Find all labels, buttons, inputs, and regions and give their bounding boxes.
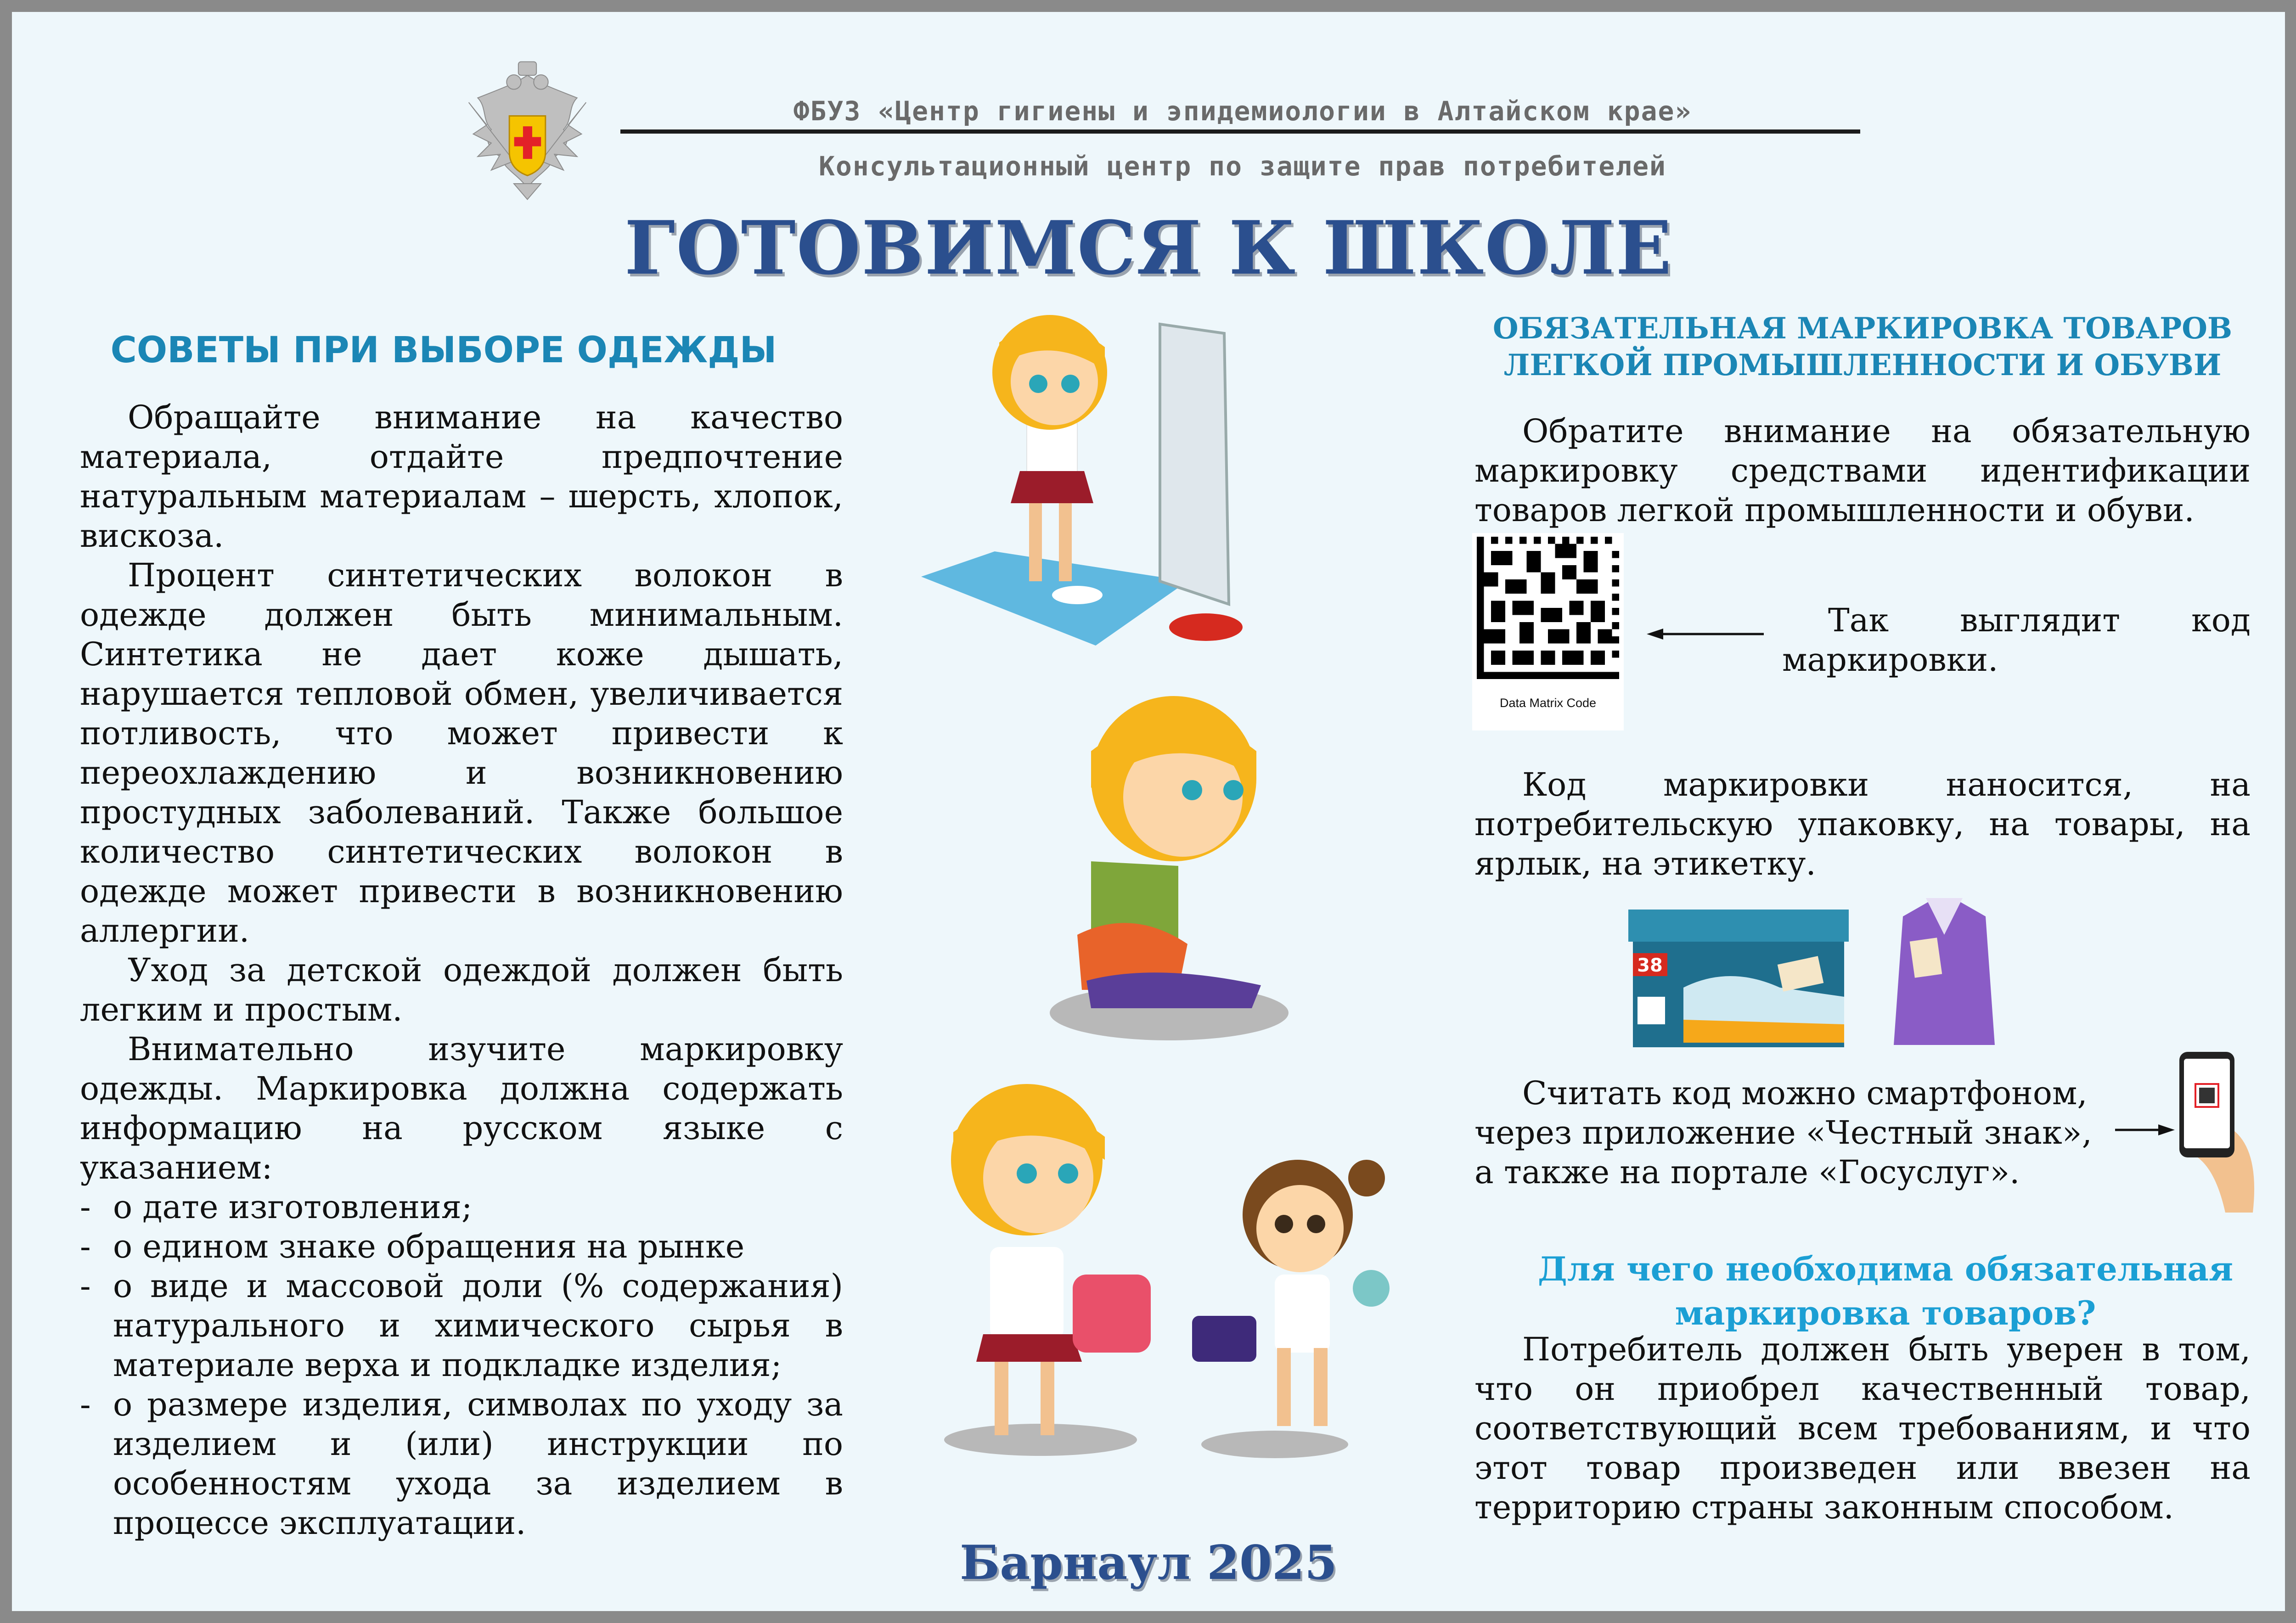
shoe-box-illustration — [1628, 910, 1851, 1052]
label-info-list — [80, 1187, 843, 1543]
smartphone-icon — [2170, 1052, 2262, 1213]
girl-mirror-illustration — [912, 306, 1344, 673]
right-section-heading: ОБЯЗАТЕЛЬНАЯ МАРКИРОВКА ТОВАРОВ ЛЕГКОЙ ПРОМЫШЛЕННОСТИ И ОБУВИ — [1492, 311, 2233, 382]
scan-info-text: Считать код можно смартфоном, через приложение «Честный знак», а также на портале «Госуслуг». — [1474, 1074, 2092, 1191]
arrow-left-icon — [1647, 627, 1764, 641]
list-item: - о размере изделия, символах по уходу за изделием и (или) инструкции по особенностям ухода за изделием в процессе эксплуатации. — [80, 1386, 843, 1542]
left-paragraph: Уход за детской одеждой должен быть легким и простым. — [80, 951, 843, 1028]
boy-shoes-illustration — [1041, 687, 1298, 1045]
box-size-label: 38 — [1637, 955, 1663, 976]
organization-name: ФБУЗ «Центр гигиены и эпидемиологии в Алтайском крае» — [793, 95, 1692, 127]
left-section-heading: СОВЕТЫ ПРИ ВЫБОРЕ ОДЕЖДЫ — [110, 330, 777, 371]
right-paragraph: Обратите внимание на обязательную маркировку средствами идентификации товаров легкой промышленности и обуви. — [1474, 412, 2251, 529]
why-subheading: Для чего необходима обязательная маркировка товаров? — [1537, 1249, 2234, 1332]
page-title: ГОТОВИМСЯ К ШКОЛЕ — [624, 205, 1673, 291]
organization-subtitle: Консультационный центр по защите прав потребителей — [819, 151, 1666, 182]
girls-backpack-illustration — [935, 1077, 1412, 1463]
list-item: - о едином знаке обращения на рынке — [80, 1228, 745, 1265]
list-item: - о дате изготовления; — [80, 1188, 473, 1226]
list-item: - о виде и массовой доли (% содержания) натурального и химического сырья в материале верха и подкладке изделия; — [80, 1267, 843, 1384]
left-text-column — [80, 398, 843, 1543]
rospotrebnadzor-emblem-icon — [460, 56, 595, 203]
qr-caption: Data Matrix Code — [1499, 696, 1597, 710]
header-divider — [620, 129, 1860, 134]
right-paragraph: Код маркировки наносится, на потребительскую упаковку, на товары, на ярлык, на этикетку. — [1474, 766, 2251, 882]
arrow-right-icon — [2115, 1123, 2175, 1137]
code-look-text: Так выглядит код маркировки. — [1782, 601, 2251, 679]
right-paragraph: Потребитель должен быть уверен в том, что он приобрел качественный товар, соответствующий всем требованиям, и что этот товар произведен или ввезен на территорию страны законным способом. — [1474, 1331, 2251, 1526]
left-paragraph: Внимательно изучите маркировку одежды. Маркировка должна содержать информацию на русском языке с указанием: — [80, 1030, 843, 1186]
shirt-tag-illustration — [1885, 889, 2004, 1052]
footer-city-year: Барнаул 2025 — [960, 1535, 1337, 1590]
left-paragraph: Обращайте внимание на качество материала, отдайте предпочтение натуральным материалам – шерсть, хлопок, вискоза. — [80, 399, 843, 555]
left-paragraph: Процент синтетических волокон в одежде должен быть минимальным. Синтетика не дает коже дышать, нарушается тепловой обмен, увеличивается потливость, что может привести к переохлаждению и возникновению простудных заболеваний. Также большое количество синтетических волокон в одежде может привести в возникновению аллергии. — [80, 556, 843, 949]
poster — [12, 12, 2285, 1611]
